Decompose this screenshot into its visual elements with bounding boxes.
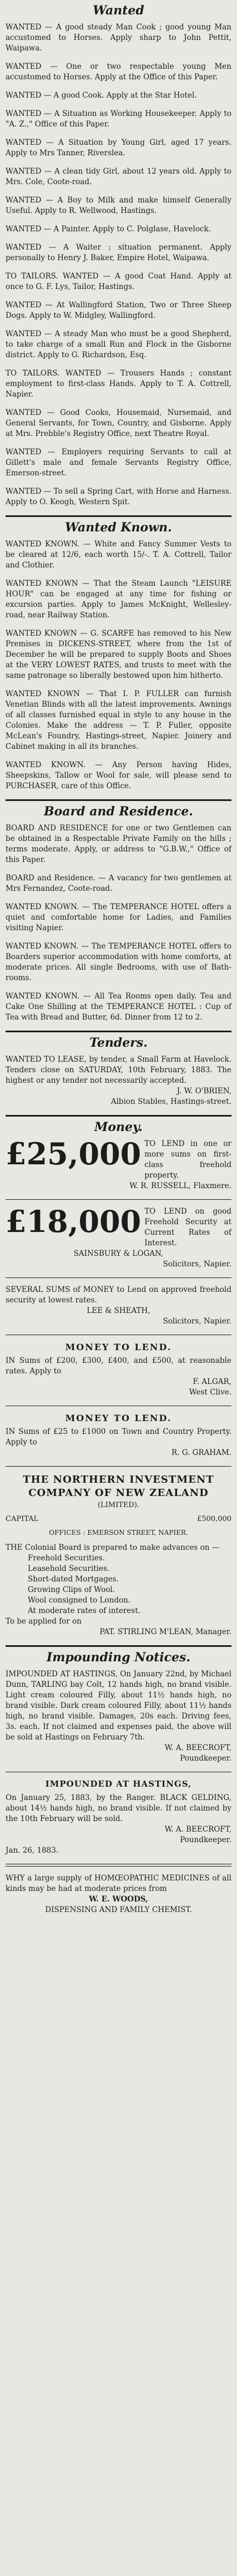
ad-text: WHY a large supply of HOMŒOPATHIC MEDICINES of all kinds may be had at moderate prices from <box>6 1874 231 1893</box>
section-title-board: Board and Residence. <box>44 804 193 819</box>
ad-text: WANTED KNOWN. — The TEMPERANCE HOTEL offers to Boarders superior accommodation with home comforts, at moderate prices. All single Bedrooms, with use of Bath-rooms. <box>6 942 231 982</box>
amount: £18,000 <box>6 1204 142 1239</box>
ad-text: WANTED KNOWN — G. SCARFE has removed to his New Premises in DICKENS-STREET, where from the 1st of December he will be prepared to supply Boots and Shoes at the VERY LOWEST RATES, and trusts to meet with the same patronage so liberally bestowed upon him hitherto. <box>6 629 231 680</box>
chemist-ad <box>6 1873 231 1915</box>
ad-text: IN Sums of £200, £300, £400, and £500, at reasonable rates. Apply to <box>6 1356 231 1376</box>
board-ad <box>6 991 231 1023</box>
list-item: Wool consigned to London. <box>28 1596 131 1605</box>
money-ad-russell <box>6 1136 231 1191</box>
wanted-ad <box>6 300 231 321</box>
ad-text: WANTED — At Wallingford Station, Two or Three Sheep Dogs. Apply to W. Midgley, Wallingford. <box>6 301 231 320</box>
wanted-ad <box>6 195 231 216</box>
ad-text: IN Sums of £25 to £1000 on Town and Country Property. Apply to <box>6 1427 231 1447</box>
wanted-ad <box>6 368 231 400</box>
wanted-ad <box>6 486 231 508</box>
section-title-money: Money. <box>94 1120 143 1134</box>
ad-text: WANTED — A good steady Man Cook ; good young Man accustomed to Horses. Apply sharp to John Pettit, Waipawa. <box>6 23 231 53</box>
ad-text: WANTED KNOWN — That the Steam Launch "LEISURE HOUR" can be engaged at any time for fishing or excursion parties. Apply to James McKnight, Wellesley-road, near Railway Station. <box>6 579 231 620</box>
ad-text: WANTED — To sell a Spring Cart, with Horse and Harness. Apply to O. Keogh, Western Spit. <box>6 487 231 506</box>
ad-text: On January 25, 1883, by the Ranger. BLACK GELDING, about 14½ hands high, no brand visible. If not claimed by the 10th February will be sold. <box>6 1793 231 1823</box>
known-ad <box>6 539 231 571</box>
ad-text: To be applied for on <box>6 1617 82 1626</box>
ad-text: TO TAILORS. WANTED — Trousers Hands ; constant employment to first-class Hands. Apply to T. A. Cottrell, Napier. <box>6 369 231 399</box>
advance-list <box>6 1553 231 1616</box>
known-ad <box>6 628 231 681</box>
capital-value: £500,000 <box>196 1515 231 1523</box>
list-item: Leasehold Securities. <box>28 1564 110 1573</box>
ad-signature-sub: Solicitors, Napier. <box>163 1260 231 1269</box>
list-item: Growing Clips of Wool. <box>28 1585 115 1594</box>
ad-text: BOARD AND RESIDENCE for one or two Gentlemen can be obtained in a Respectable Private Family on the hills ; terms moderate. Apply, or address to "G.B.W.," Office of this Paper. <box>6 824 231 864</box>
ad-text: WANTED — A Situation by Young Girl, aged 17 years. Apply to Mrs Tanner, Riverslea. <box>6 138 231 158</box>
wanted-ad <box>6 138 231 159</box>
section-title-wanted: Wanted <box>93 3 144 18</box>
ad-signature: W. R. RUSSELL, Flaxmere. <box>129 1181 231 1190</box>
ad-heading: IMPOUNDED AT HASTINGS, <box>45 1779 192 1789</box>
company-offices: OFFICES : EMERSON STREET, NAPIER. <box>49 1529 188 1537</box>
board-ad <box>6 823 231 865</box>
known-ad <box>6 579 231 621</box>
ad-text: WANTED — A steady Man who must be a good Shepherd, to take charge of a small Run and Flock in the Gisborne district. Apply to G. Richardson, Esq. <box>6 329 231 359</box>
money-ad-northern-investment <box>6 1473 231 1637</box>
ad-heading: MONEY TO LEND. <box>65 1342 172 1352</box>
ad-text: BOARD and Residence. — A vacancy for two gentlemen at Mrs Fernandez, Coote-road. <box>6 874 231 893</box>
ad-signature-sub: DISPENSING AND FAMILY CHEMIST. <box>45 1905 192 1914</box>
ad-signature: W. A. BEECROFT, <box>164 1825 231 1834</box>
known-ad <box>6 760 231 792</box>
wanted-ad <box>6 22 231 54</box>
ad-heading: MONEY TO LEND. <box>65 1413 172 1423</box>
amount: £25,000 <box>6 1136 142 1172</box>
ad-text: WANTED — Good Cooks, Housemaid, Nursemaid, and General Servants, for Town, Country, and Gisborne. Apply at Mrs. Prebble's Registry Office, next Theatre Royal. <box>6 408 231 438</box>
divider <box>6 1199 231 1200</box>
money-ad-lee-sheath <box>6 1285 231 1327</box>
company-name-line1: THE NORTHERN INVESTMENT <box>23 1474 214 1485</box>
ad-address: Albion Stables, Hastings-street. <box>110 1097 231 1106</box>
ad-text: WANTED KNOWN. — White and Fancy Summer Vests to be cleared at 12/6, each worth 15/-. T. A. Cottrell, Tailor and Clothier. <box>6 540 231 570</box>
ad-signature: SAINSBURY & LOGAN, <box>73 1249 164 1258</box>
ad-signature-sub: Poundkeeper. <box>180 1835 231 1844</box>
wanted-ad <box>6 166 231 187</box>
ad-text: THE Colonial Board is prepared to make advances on — <box>6 1543 220 1552</box>
ad-text: WANTED KNOWN. — All Tea Rooms open daily. Tea and Cake One Shilling at the TEMPERANCE HOTEL : Cup of Tea with Bread and Butter, 6d. Dinner from 12 to 2. <box>6 992 231 1022</box>
wanted-ad <box>6 62 231 83</box>
company-name-line2: COMPANY OF NEW ZEALAND <box>28 1487 209 1499</box>
ad-date: Jan. 26, 1883. <box>6 1846 59 1855</box>
section-divider <box>6 515 231 517</box>
ad-signature-sub: Poundkeeper. <box>180 1754 231 1763</box>
ad-text: TO LEND on good Freehold Security at Current Rates of Interest. <box>144 1207 231 1248</box>
ad-text: WANTED — A Situation as Working Housekeeper. Apply to "A. Z.," Office of this Paper. <box>6 109 231 129</box>
ad-signature: LEE & SHEATH, <box>87 1306 150 1315</box>
capital-row <box>6 1514 231 1524</box>
divider <box>6 1466 231 1467</box>
ad-text: WANTED — A Waiter ; situation permanent. Apply personally to Henry J. Baker, Empire Hotel, Waipawa. <box>6 243 231 262</box>
ad-text: TO LEND in one or more sums on first-class freehold property. <box>144 1139 231 1180</box>
section-title-tenders: Tenders. <box>89 1036 148 1050</box>
board-ad <box>6 873 231 894</box>
list-item: Short-dated Mortgages. <box>28 1575 119 1584</box>
section-title-impounding: Impounding Notices. <box>46 1650 191 1665</box>
capital-label: CAPITAL <box>6 1515 39 1523</box>
money-ad-algar <box>6 1342 231 1398</box>
ad-signature: J. W. O'BRIEN, <box>177 1087 231 1096</box>
ad-text: WANTED KNOWN. — Any Person having Hides, Sheepskins, Tallow or Wool for sale, will please send to PURCHASER, care of this Office. <box>6 760 231 790</box>
wanted-ad <box>6 224 231 235</box>
money-ad-graham <box>6 1413 231 1458</box>
wanted-ad <box>6 109 231 130</box>
company-limited: (LIMITED). <box>97 1501 140 1509</box>
wanted-ad <box>6 90 231 101</box>
impound-ad <box>6 1779 231 1856</box>
board-ad <box>6 941 231 983</box>
ad-signature-sub: West Clive. <box>189 1388 231 1397</box>
ad-text: WANTED — Employers requiring Servants to call at Gillett's male and female Servants Registry Office, Emerson-street. <box>6 448 231 478</box>
tender-ad <box>6 1054 231 1107</box>
wanted-ad <box>6 408 231 439</box>
list-item: At moderate rates of interest. <box>28 1606 141 1615</box>
ad-text: WANTED — One or two respectable young Men accustomed to Horses. Apply at the Office of this Paper. <box>6 62 231 82</box>
ad-text: WANTED — A Painter. Apply to C. Polglase, Havelock. <box>6 225 211 234</box>
wanted-ad <box>6 271 231 292</box>
ad-text: WANTED KNOWN. — The TEMPERANCE HOTEL offers a quiet and comfortable home for Ladies, and Families visiting Napier. <box>6 902 231 932</box>
money-ad-sainsbury <box>6 1206 231 1270</box>
ad-signature: R. G. GRAHAM. <box>172 1448 231 1457</box>
section-divider <box>6 1645 231 1647</box>
impound-ad <box>6 1669 231 1764</box>
ad-signature: W. E. WOODS, <box>89 1895 148 1904</box>
list-item: Freehold Securities. <box>28 1554 105 1563</box>
ad-text: WANTED — A good Cook. Apply at the Star Hotel. <box>6 91 197 100</box>
known-ad <box>6 689 231 752</box>
wanted-ad <box>6 242 231 263</box>
section-title-wanted-known: Wanted Known. <box>65 520 172 535</box>
wanted-ad <box>6 447 231 479</box>
ad-text: TO TAILORS. WANTED — A good Coat Hand. Apply at once to G. F. Lys, Tailor, Hastings. <box>6 272 231 291</box>
ad-signature: W. A. BEECROFT, <box>164 1743 231 1752</box>
ad-signature-sub: Solicitors, Napier. <box>163 1317 231 1326</box>
divider <box>6 1277 231 1278</box>
section-divider <box>6 1031 231 1032</box>
ad-signature: PAT. STIRLING M'LEAN, Manager. <box>99 1627 231 1636</box>
ad-text: WANTED TO LEASE, by tender, a Small Farm at Havelock. Tenders close on SATURDAY, 10th February, 1883. The highest or any tender not necessarily accepted. <box>6 1055 231 1085</box>
divider <box>6 1864 231 1867</box>
board-ad <box>6 902 231 934</box>
section-divider <box>6 1115 231 1117</box>
section-divider <box>6 799 231 801</box>
ad-text: SEVERAL SUMS of MONEY to Lend on approved freehold security at lowest rates. <box>6 1285 231 1305</box>
ad-signature: F. ALGAR, <box>193 1377 231 1386</box>
ad-text: WANTED — A Boy to Milk and make himself Generally Useful. Apply to R. Wellwood, Hastings. <box>6 196 231 215</box>
wanted-ad <box>6 329 231 361</box>
ad-text: WANTED KNOWN — That I. P. FULLER can furnish Venetian Blinds with all the latest improvements. Awnings of all classes furnished equal in style to any house in the Colonies. Make the address — T. P. Fuller, opposite McLean's Foundry, Hastings-street, Napier. Joinery and Cabinet making in all its branches. <box>6 689 231 751</box>
ad-text: IMPOUNDED AT HASTINGS, On January 22nd, by Michael Dunn, TARLING bay Colt, 12 hands high, no brand visible. Light cream coloured Filly, about 11½ hands high, no brand visible. Dark cream coloured Filly, about 11½ hands high, no brand visible. Damages, 20s each. Driving fees, 3s. each. If not claimed and expenses paid, the above will be sold at Hastings on February 7th. <box>6 1670 231 1742</box>
ad-text: WANTED — A clean tidy Girl, about 12 years old. Apply to Mrs. Cole, Coote-road. <box>6 167 231 186</box>
